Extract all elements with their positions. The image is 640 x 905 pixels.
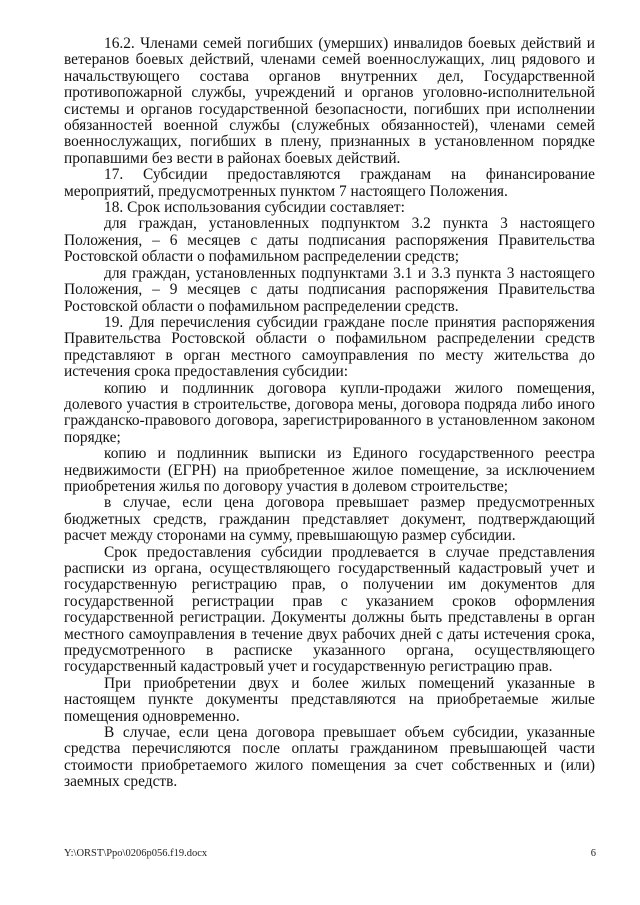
footer-file-path: Y:\ORST\Ppo\0206p056.f19.docx bbox=[64, 848, 208, 859]
document-body bbox=[64, 36, 595, 791]
paragraph-16-2: 16.2. Членами семей погибших (умерших) инвалидов боевых действий и ветеранов боевых действий, членами семей военнослужащих, лиц рядового и начальствующего состава органов внутренних дел, Государственной противопожарной службы, учреждений и органов уголовно-исполнительной системы и органов государственной безопасности, погибших при исполнении обязанностей военной службы (служебных обязанностей), членами семей военнослужащих, погибших в плену, признанных в установленном порядке пропавшими без вести в районах боевых действий. bbox=[64, 35, 595, 167]
paragraph-18-term-6-months: для граждан, установленных подпунктом 3.2 пункта 3 настоящего Положения, – 6 месяцев с даты подписания распоряжения Правительства Ростовской области о пофамильном распределении средств; bbox=[64, 215, 595, 266]
paragraph-19-payment-proof: в случае, если цена договора превышает размер предусмотренных бюджетных средств, гражданин представляет документ, подтверждающий расчет между сторонами на сумму, превышающую размер субсидии. bbox=[64, 494, 595, 545]
paragraph-18-term-9-months: для граждан, установленных подпунктами 3.1 и 3.3 пункта 3 настоящего Положения, – 9 месяцев с даты подписания распоряжения Правительства Ростовской области о пофамильном распределении средств. bbox=[64, 264, 595, 315]
paragraph-17: 17. Субсидии предоставляются гражданам на финансирование мероприятий, предусмотренных пунктом 7 настоящего Положения. bbox=[64, 166, 595, 200]
paragraph-19-egrn-extract: копию и подлинник выписки из Единого государственного реестра недвижимости (ЕГРН) на приобретенное жилое помещение, за исключением приобретения жилья по договору участия в долевом строительстве; bbox=[64, 445, 595, 495]
paragraph-18: 18. Срок использования субсидии составляет: bbox=[104, 199, 405, 217]
paragraph-multiple-dwellings: При приобретении двух и более жилых помещений указанные в настоящем пункте документы представляются на приобретаемые жилые помещения одновременно. bbox=[64, 674, 595, 725]
paragraph-19-contract-copy: копию и подлинник договора купли-продажи жилого помещения, долевого участия в строительстве, договора мены, договора подряда либо иного гражданско-правового договора, зарегистрированного в установленном законом порядке; bbox=[64, 379, 595, 446]
paragraph-19: 19. Для перечисления субсидии граждане после принятия распоряжения Правительства Ростовской области о пофамильном распределении средств представляют в орган местного самоуправления по месту жительства до истечения срока предоставления субсидии: bbox=[64, 313, 595, 381]
page-number: 6 bbox=[590, 848, 596, 859]
paragraph-term-extension: Срок предоставления субсидии продлевается в случае представления расписки из органа, осуществляющего государственный кадастровый учет и государственную регистрацию прав, о получении им документов для государственной регистрации прав с указанием сроков оформления государственной регистрации. Документы должны быть представлены в орган местного самоуправления в течение двух рабочих дней с даты истечения срока, предусмотренного в расписке указанного органа, осуществляющего государственный кадастровый учет и государственную регистрацию прав. bbox=[64, 543, 595, 676]
paragraph-excess-price: В случае, если цена договора превышает объем субсидии, указанные средства перечисляются после оплаты гражданином превышающей части стоимости приобретаемого жилого помещения за счет собственных и (или) заемных средств. bbox=[64, 724, 595, 791]
